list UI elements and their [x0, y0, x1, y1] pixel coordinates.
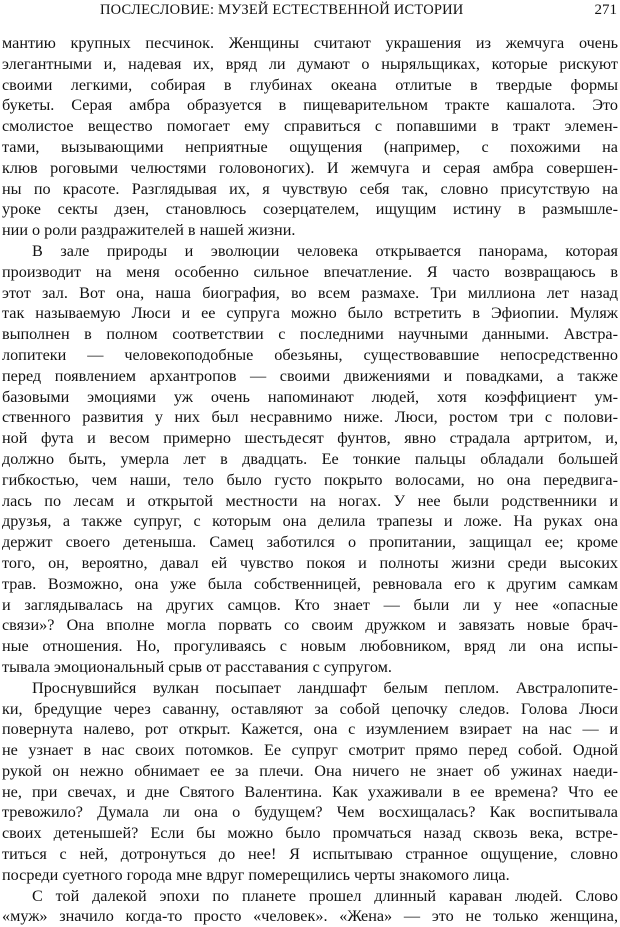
text-line: не, при свечах, и дне Святого Валентина. Как ухаживали в ее времена? Что ее: [2, 782, 618, 801]
text-line: Проснувшийся вулкан посыпает ландшафт белым пеплом. Австралопите-: [32, 678, 618, 697]
text-line: В зале природы и эволюции человека открывается панорама, которая: [32, 241, 618, 260]
running-head-title: ПОСЛЕСЛОВИЕ: МУЗЕЙ ЕСТЕСТВЕННОЙ ИСТОРИИ: [100, 2, 464, 18]
text-line: тами, вызывающими неприятные ощущения (например, с похожими на: [2, 137, 618, 156]
text-line: держит своего детеныша. Самец заботился о пропитании, защищал ее; кроме: [2, 533, 618, 552]
text-line: этот зал. Вот она, наша биография, во всем размахе. Три миллиона лет назад: [2, 283, 618, 302]
text-line: мантию крупных песчинок. Женщины считают украшения из жемчуга очень: [2, 34, 618, 52]
text-line: лопитеки — человекоподобные обезьяны, существовавшие непосредственно: [2, 345, 618, 364]
text-line: элегантными и, надевая их, вряд ли думают о ныряльщиках, которые рискуют: [2, 54, 618, 73]
text-line: ные отношения. Но, прогуливаясь с новым любовником, вряд ли она испы-: [2, 637, 618, 656]
text-line: своими легкими, собирая в глубинах океана отлитые в твердые формы: [2, 75, 618, 94]
body-text: [2, 33, 618, 927]
text-line: нии о роли раздражителей в нашей жизни.: [2, 221, 296, 240]
text-line: смолистое вещество помогает ему справиться с попавшими в тракт элемен-: [2, 117, 618, 136]
text-line: так называемую Люси и ее супруга можно было встретить в Эфиопии. Муляж: [2, 304, 618, 323]
text-line: базовыми эмоциями уж очень напоминают людей, хотя коэффициент ум-: [2, 387, 618, 406]
text-line: рукой он нежно обнимает ее за плечи. Она ничего не знает об ужинах наеди-: [2, 761, 618, 780]
text-line: и заглядывалась на других самцов. Кто знает — были ли у нее «опасные: [2, 595, 618, 614]
text-line: того, он, вероятно, давал ей чувство покоя и полноты жизни среди высоких: [2, 553, 618, 572]
text-line: ны по красоте. Разглядывая их, я чувствую себя так, словно присутствую на: [2, 179, 618, 198]
text-line: ственного развития у них был несравнимо ниже. Люси, ростом три с полови-: [2, 408, 618, 427]
text-line: титься с ней, дотронуться до нее! Я испытываю странное ощущение, словно: [2, 845, 618, 864]
text-line: «муж» значило когда-то просто «человек». «Жена» — это не только женщина,: [2, 907, 618, 926]
text-line: связи»? Она вполне могла порвать со своим дружком и завязать новые брач-: [2, 616, 618, 635]
text-line: ки, бредущие через саванну, оставляют за собой цепочку следов. Голова Люси: [2, 699, 618, 718]
text-line: ной фута и весом примерно шестьдесят фунтов, явно страдала артритом, и,: [2, 429, 618, 448]
text-line: повернута налево, рот открыт. Кажется, она с изумлением взирает на нас — и: [2, 720, 618, 739]
text-line: посреди суетного города мне вдруг померещились черты знакомого лица.: [2, 865, 510, 884]
text-line: уроке секты дзен, становлюсь созерцателем, ищущим истину в размышле-: [2, 200, 618, 219]
running-head: [0, 2, 620, 22]
text-line: выполнен в полном соответствии с последними научными данными. Австра-: [2, 325, 618, 344]
text-line: должно быть, умерла лет в двадцать. Ее тонкие пальцы обладали большей: [2, 449, 618, 468]
text-line: трав. Возможно, она уже была собственницей, ревновала его к другим самкам: [2, 574, 618, 593]
text-line: перед появлением архантропов — своими движениями и повадками, а также: [2, 366, 618, 385]
page-number: 271: [594, 2, 617, 18]
text-line: клюв роговыми челюстями головоногих). И жемчуга и серая амбра совершен-: [2, 158, 618, 177]
text-line: С той далекой эпохи по планете прошел длинный караван людей. Слово: [32, 886, 618, 905]
text-line: своих детенышей? Если бы можно было промчаться назад сквозь века, встре-: [2, 824, 618, 843]
text-line: букеты. Серая амбра образуется в пищеварительном тракте кашалота. Это: [2, 96, 618, 115]
text-line: лась по лесам и открытой местности на ногах. У нее были родственники и: [2, 491, 618, 510]
text-line: тревожило? Думала ли она о будущем? Чем восхищалась? Как воспитывала: [2, 803, 618, 822]
text-line: производит на меня особенно сильное впечатление. Я часто возвращаюсь в: [2, 262, 618, 281]
text-line: не узнает в нас своих потомков. Ее супруг смотрит прямо перед собой. Одной: [2, 741, 618, 760]
text-line: друзья, а также супруг, с которым она делила трапезы и ложе. На руках она: [2, 512, 618, 531]
text-line: тывала эмоциональный срыв от расставания с супругом.: [2, 657, 392, 676]
text-line: гибкостью, чем наши, тело было густо покрыто волосами, но она передвига-: [2, 470, 618, 489]
